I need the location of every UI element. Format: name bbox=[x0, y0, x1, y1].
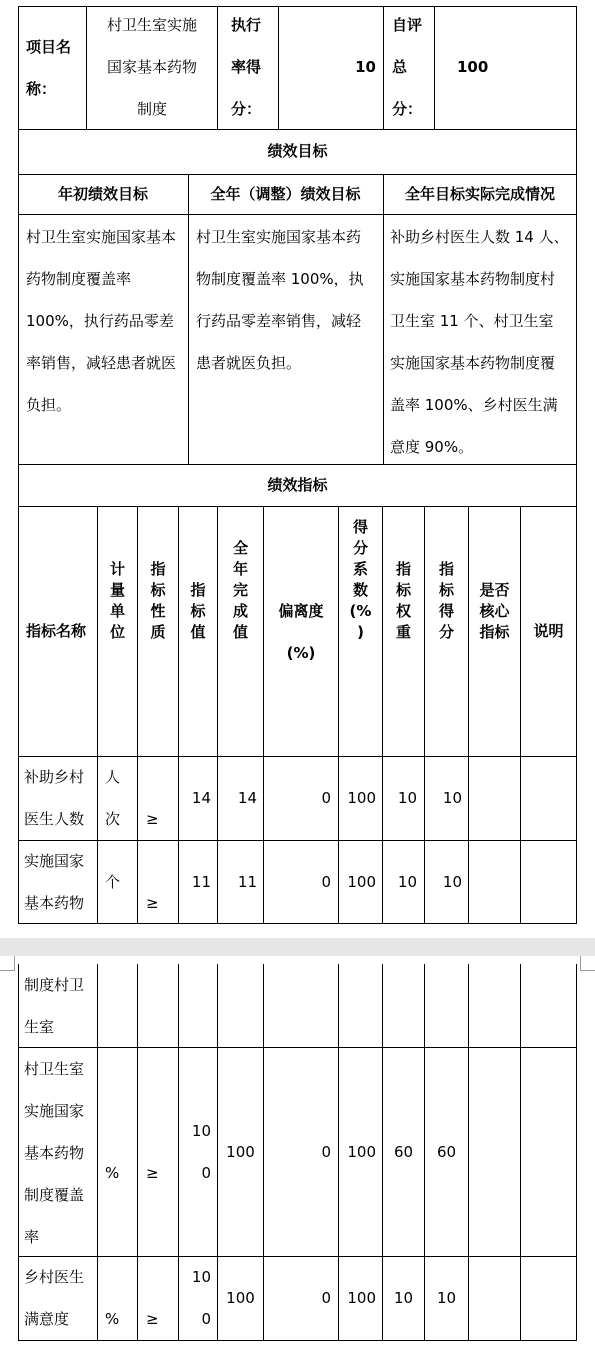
header-target: 指 标 值 bbox=[190, 581, 206, 641]
row4-target: 10 0 bbox=[191, 1268, 211, 1328]
row1-score: 10 bbox=[442, 789, 462, 807]
divider bbox=[137, 964, 138, 1341]
goals-adjusted-text: 村卫生室实施国家基本药 物制度覆盖率 100%，执 行药品零差率销售，减轻 患者就医负担。 bbox=[196, 228, 364, 372]
row1-unit: 人 次 bbox=[105, 768, 121, 828]
project-name-label: 项目名 称： bbox=[26, 38, 72, 98]
divider bbox=[434, 6, 435, 130]
header-score: 指 标 得 分 bbox=[438, 560, 454, 641]
row3-unit: % bbox=[105, 1164, 120, 1182]
header-actual: 全 年 完 成 值 bbox=[232, 539, 248, 641]
divider bbox=[468, 964, 469, 1341]
goals-section-title: 绩效目标 bbox=[267, 142, 328, 160]
divider bbox=[278, 6, 279, 130]
row1-target: 14 bbox=[191, 789, 211, 807]
document-page-2 bbox=[0, 956, 595, 1347]
divider bbox=[18, 506, 577, 507]
self-score-value: 100 bbox=[457, 58, 489, 76]
row2-nature: ≥ bbox=[146, 894, 159, 912]
divider bbox=[468, 506, 469, 924]
header-indicator-name: 指标名称 bbox=[26, 622, 87, 640]
goals-actual-text: 补助乡村医生人数 14 人、 实施国家基本药物制度村 卫生室 11 个、村卫生室 实施国家基本药物制度覆 盖率 100%、乡村医生满 意度 90%。 bbox=[390, 228, 569, 456]
row2-deviation: 0 bbox=[321, 873, 331, 891]
exec-rate-label: 执行 率得 分： bbox=[231, 16, 262, 118]
header-unit: 计 量 单 位 bbox=[109, 560, 125, 641]
divider bbox=[18, 840, 577, 841]
table-border-left bbox=[18, 964, 19, 1341]
row2-unit: 个 bbox=[105, 873, 121, 891]
header-nature: 指 标 性 质 bbox=[150, 560, 166, 641]
self-score-label: 自评 总 分： bbox=[392, 16, 423, 118]
indicators-section-title: 绩效指标 bbox=[267, 476, 328, 494]
divider bbox=[18, 756, 577, 757]
row4-deviation: 0 bbox=[321, 1289, 331, 1307]
row1-name: 补助乡村 医生人数 bbox=[24, 768, 85, 828]
row4-unit: % bbox=[105, 1310, 120, 1328]
goals-col-actual: 全年目标实际完成情况 bbox=[404, 185, 555, 203]
crop-mark bbox=[580, 956, 595, 971]
row2-actual: 11 bbox=[237, 873, 257, 891]
header-core: 是否 核心 指标 bbox=[479, 581, 510, 641]
row3-score: 60 bbox=[436, 1143, 457, 1161]
row3-weight: 60 bbox=[393, 1143, 414, 1161]
row3-nature: ≥ bbox=[146, 1164, 159, 1182]
divider bbox=[520, 964, 521, 1341]
header-coefficient: 得 分 系 数 (% ) bbox=[349, 518, 372, 641]
divider bbox=[18, 1047, 577, 1048]
crop-mark bbox=[0, 956, 15, 971]
page-gap bbox=[0, 938, 595, 956]
row2-name: 实施国家 基本药物 bbox=[24, 852, 85, 912]
goals-col-initial: 年初绩效目标 bbox=[57, 185, 148, 203]
project-name-value: 村卫生室实施 国家基本药物 制度 bbox=[106, 16, 197, 118]
row2-score: 10 bbox=[442, 873, 462, 891]
goals-initial-text: 村卫生室实施国家基本 药物制度覆盖率 100%，执行药品零差 率销售，减轻患者就医 负担。 bbox=[26, 228, 177, 414]
row2-coefficient: 100 bbox=[347, 873, 376, 891]
row2-weight: 10 bbox=[397, 873, 417, 891]
row2-name-continued: 制度村卫 生室 bbox=[24, 976, 85, 1036]
exec-rate-value: 10 bbox=[355, 58, 376, 76]
divider bbox=[97, 964, 98, 1341]
row4-coefficient: 100 bbox=[347, 1289, 376, 1307]
row3-actual: 100 bbox=[226, 1143, 255, 1161]
row1-nature: ≥ bbox=[146, 810, 159, 828]
table-border-bottom bbox=[18, 923, 577, 924]
table-border-right bbox=[576, 964, 577, 1341]
row1-coefficient: 100 bbox=[347, 789, 376, 807]
row4-name: 乡村医生 满意度 bbox=[24, 1268, 85, 1328]
row1-actual: 14 bbox=[237, 789, 257, 807]
row4-weight: 10 bbox=[393, 1289, 414, 1307]
row4-nature: ≥ bbox=[146, 1310, 159, 1328]
divider bbox=[383, 6, 384, 130]
row3-name: 村卫生室 实施国家 基本药物 制度覆盖 率 bbox=[24, 1060, 85, 1246]
divider bbox=[520, 506, 521, 924]
header-note: 说明 bbox=[533, 622, 564, 640]
row3-coefficient: 100 bbox=[347, 1143, 376, 1161]
divider bbox=[188, 174, 189, 465]
divider bbox=[18, 1256, 577, 1257]
row3-target: 10 0 bbox=[191, 1122, 211, 1182]
row1-weight: 10 bbox=[397, 789, 417, 807]
divider bbox=[86, 6, 87, 130]
row2-target: 11 bbox=[191, 873, 211, 891]
table-border-bottom bbox=[18, 1340, 577, 1341]
row4-score: 10 bbox=[436, 1289, 457, 1307]
header-deviation: 偏离度 (%) bbox=[278, 602, 324, 662]
goals-col-adjusted: 全年（调整）绩效目标 bbox=[210, 185, 361, 203]
row4-actual: 100 bbox=[226, 1289, 255, 1307]
divider bbox=[217, 6, 218, 130]
row3-deviation: 0 bbox=[321, 1143, 331, 1161]
divider bbox=[383, 174, 384, 465]
header-weight: 指 标 权 重 bbox=[395, 560, 411, 641]
row1-deviation: 0 bbox=[321, 789, 331, 807]
